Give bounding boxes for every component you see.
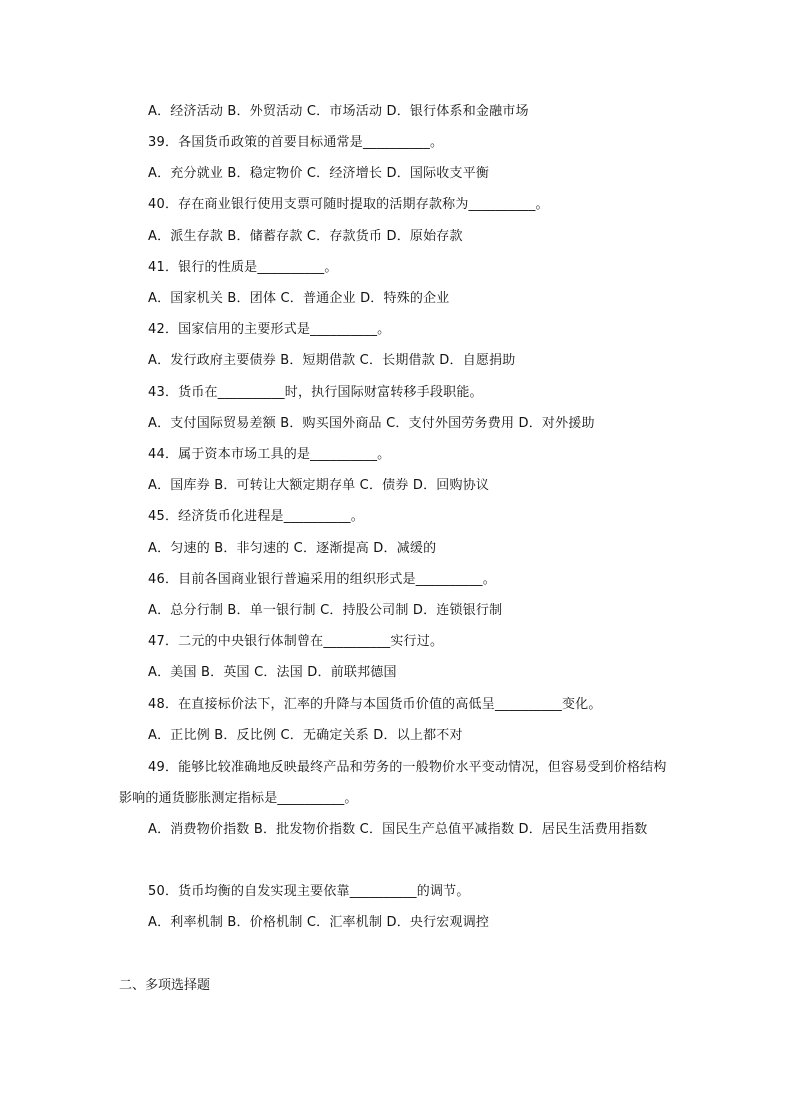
q49-options: A．消费物价指数 B．批发物价指数 C．国民生产总值平减指数 D．居民生活费用指数 (148, 822, 648, 837)
q40-stem: 40．存在商业银行使用支票可随时提取的活期存款称为__________。 (148, 197, 549, 212)
q42-stem: 42．国家信用的主要形式是__________。 (148, 322, 391, 337)
q41-stem: 41．银行的性质是__________。 (148, 260, 338, 275)
q43-stem: 43．货币在__________时，执行国际财富转移手段职能。 (148, 385, 483, 400)
q38-options: A．经济活动 B．外贸活动 C．市场活动 D．银行体系和金融市场 (148, 104, 529, 119)
q40-options: A．派生存款 B．储蓄存款 C．存款货币 D．原始存款 (148, 229, 463, 244)
q48-stem: 48．在直接标价法下，汇率的升降与本国货币价值的高低呈__________变化。 (148, 697, 602, 712)
q43-options: A．支付国际贸易差额 B．购买国外商品 C．支付外国劳务费用 D．对外援助 (148, 416, 595, 431)
q47-stem: 47．二元的中央银行体制曾在__________实行过。 (148, 634, 444, 649)
q47-options: A．美国 B．英国 C．法国 D．前联邦德国 (148, 665, 397, 680)
section-title: 二、多项选择题 (119, 978, 211, 993)
q45-stem: 45．经济货币化进程是__________。 (148, 509, 364, 524)
q50-options: A．利率机制 B．价格机制 C．汇率机制 D．央行宏观调控 (148, 915, 490, 930)
q46-options: A．总分行制 B．单一银行制 C．持股公司制 D．连锁银行制 (148, 603, 503, 618)
q50-stem: 50．货币均衡的自发实现主要依靠__________的调节。 (148, 884, 470, 899)
q46-stem: 46．目前各国商业银行普遍采用的组织形式是__________。 (148, 572, 496, 587)
q45-options: A．匀速的 B．非匀速的 C．逐渐提高 D．减缓的 (148, 541, 437, 556)
q48-options: A．正比例 B．反比例 C．无确定关系 D．以上都不对 (148, 728, 463, 743)
q39-options: A．充分就业 B．稳定物价 C．经济增长 D．国际收支平衡 (148, 166, 490, 181)
q39-stem: 39．各国货币政策的首要目标通常是__________。 (148, 135, 444, 150)
q44-stem: 44．属于资本市场工具的是__________。 (148, 447, 391, 462)
q41-options: A．国家机关 B．团体 C．普通企业 D．特殊的企业 (148, 291, 450, 306)
q44-options: A．国库券 B．可转让大额定期存单 C．债券 D．回购协议 (148, 478, 490, 493)
q42-options: A．发行政府主要债券 B．短期借款 C．长期借款 D．自愿捐助 (148, 353, 516, 368)
q49-stem: 49．能够比较准确地反映最终产品和劳务的一般物价水平变动情况，但容易受到价格结构影响的通货膨胀测定指标是__________。 (119, 760, 667, 806)
